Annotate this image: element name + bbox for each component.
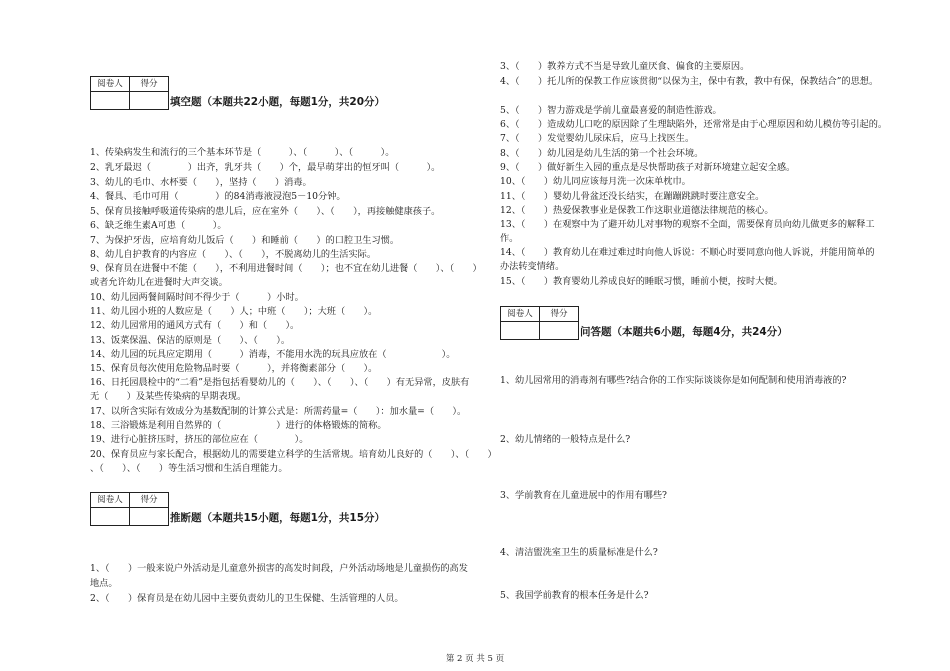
- score-cell: [130, 92, 169, 110]
- qa-title: 问答题（本题共6小题，每题4分，共24分）: [580, 326, 788, 338]
- fill-item: 15、保育员每次使用危险物品时要（ ），并将衡素部分（ ）。: [90, 363, 378, 374]
- qa-item: 1、幼儿园常用的消毒剂有哪些?结合你的工作实际谈谈你是如何配制和使用消毒液的?: [500, 375, 847, 386]
- judgment-item: 15、（ ）教育婴幼儿养成良好的睡眠习惯，睡前小便，按时大便。: [500, 276, 783, 287]
- fill-item: 、（ ）、（ ）等生活习惯和生活自理能力。: [90, 463, 288, 474]
- fill-item: 8、幼儿自护教育的内容应（ ）、（ ），不脱离幼儿的生活实际。: [90, 249, 377, 260]
- judgment-item: 3、（ ）教养方式不当是导致儿童厌食、偏食的主要原因。: [500, 61, 750, 72]
- fill-item: 或者允许幼儿在进餐时大声交谈。: [90, 277, 228, 288]
- fill-item: 13、饭菜保温、保洁的原则是（ ）、（ ）。: [90, 335, 291, 346]
- page-footer: 第 2 页 共 5 页: [445, 654, 505, 664]
- score-label: 得分: [130, 493, 169, 508]
- fill-item: 1、传染病发生和流行的三个基本环节是（ ）、（ ）、（ ）。: [90, 147, 395, 158]
- reviewer-label: 阅卷人: [91, 493, 130, 508]
- judgment-title: 推断题（本题共15小题，每题1分，共15分）: [170, 512, 386, 524]
- score-label: 得分: [130, 77, 169, 92]
- judgment-item: 7、（ ）发觉婴幼儿尿床后，应马上找医生。: [500, 133, 695, 144]
- fill-item: 17、以所含实际有效成分为基数配制的计算公式是：所需药量=（ ）：加水量=（ ）。: [90, 406, 467, 417]
- judgment-item: 6、（ ）造成幼儿口吃的原因除了生理缺陷外，还常常是由于心理原因和幼儿模仿等引起的。: [500, 119, 888, 130]
- fill-item: 18、三浴锻炼是利用自然界的（ ）进行的体格锻炼的简称。: [90, 420, 387, 431]
- judgment-item: 办法转变情绪。: [500, 261, 565, 272]
- judgment-item: 9、（ ）做好新生入园的重点是尽快帮助孩子对新环境建立起安全感。: [500, 162, 796, 173]
- reviewer-label: 阅卷人: [91, 77, 130, 92]
- fill-item: 20、保育员应与家长配合，根据幼儿的需要建立科学的生活常规。培育幼儿良好的（ ）、（ ）: [90, 449, 497, 460]
- judgment-item: 13、（ ）在观察中为了避开幼儿对事物的观察不全面，需要保育员向幼儿做更多的解释工: [500, 219, 875, 230]
- fill-item: 14、幼儿园的玩具应定期用（ ）消毒，不能用水洗的玩具应放在（ ）。: [90, 349, 456, 360]
- fill-item: 5、保育员接触呼吸道传染病的患儿后，应在室外（ ）、（ ），再接触健康孩子。: [90, 206, 441, 217]
- qa-item: 3、学前教育在儿童进展中的作用有哪些?: [500, 490, 667, 501]
- judgment-item: 地点。: [90, 578, 118, 589]
- reviewer-cell: [501, 322, 540, 340]
- score-cell: [130, 508, 169, 526]
- judgment-item: 12、（ ）热爱保教事业是保教工作这职业道德法律规范的核心。: [500, 205, 774, 216]
- fill-item: 7、为保护牙齿，应培育幼儿饭后（ ）和睡前（ ）的口腔卫生习惯。: [90, 235, 400, 246]
- fill-item: 无（ ）及某些传染病的早期表现。: [90, 391, 247, 402]
- judgment-item: 作。: [500, 233, 519, 244]
- fill-item: 9、保育员在进餐中不能（ ），不利用进餐时间（ ）；也不宜在幼儿进餐（ ）、（ ）: [90, 263, 482, 274]
- qa-item: 5、我国学前教育的根本任务是什么?: [500, 590, 649, 601]
- fill-item: 4、餐具、毛巾可用（ ）的84消毒液浸泡5－10分钟。: [90, 191, 346, 202]
- judgment-item: 1、（ ）一般来说户外活动是儿童意外损害的高发时间段，户外活动场地是儿童损伤的高发: [90, 563, 468, 574]
- judgment-item: 11、（ ）婴幼儿骨盆还没长结实，在蹦蹦跳跳时要注意安全。: [500, 191, 765, 202]
- reviewer-label: 阅卷人: [501, 307, 540, 322]
- score-table: [500, 306, 579, 340]
- fill-item: 6、缺乏维生素A可患（ ）。: [90, 220, 227, 231]
- score-label: 得分: [540, 307, 579, 322]
- fill-blank-title: 填空题（本题共22小题，每题1分，共20分）: [170, 96, 386, 108]
- reviewer-cell: [91, 92, 130, 110]
- qa-item: 2、幼儿情绪的一般特点是什么?: [500, 434, 631, 445]
- fill-item: 10、幼儿园两餐间隔时间不得少于（ ）小时。: [90, 292, 304, 303]
- judgment-item: 4、（ ）托儿所的保教工作应该贯彻“以保为主，保中有教，教中有保，保教结合”的思想。: [500, 76, 879, 87]
- judgment-item: 10、（ ）幼儿同应该每月洗一次床单枕巾。: [500, 176, 691, 187]
- fill-item: 11、幼儿园小班的人数应是（ ）人；中班（ ）；大班（ ）。: [90, 306, 378, 317]
- judgment-item: 2、（ ）保育员是在幼儿园中主要负责幼儿的卫生保健、生活管理的人员。: [90, 593, 404, 604]
- score-table: [90, 76, 169, 110]
- fill-item: 16、日托园晨检中的“二看”是指包括看婴幼儿的（ ）、（ ）、（ ）有无异常，皮肤有: [90, 377, 470, 388]
- score-cell: [540, 322, 579, 340]
- fill-item: 19、进行心脏挤压时，挤压的部位应在（ ）。: [90, 434, 309, 445]
- judgment-item: 5、（ ）智力游戏是学前儿童最喜爱的制造性游戏。: [500, 105, 722, 116]
- judgment-item: 14、（ ）教育幼儿在难过难过时向他人诉说：不顺心时要同意向他人诉说，并能用简单的: [500, 247, 875, 258]
- reviewer-cell: [91, 508, 130, 526]
- score-table: [90, 492, 169, 526]
- fill-item: 3、幼儿的毛巾、水杯要（ ），坚持（ ）消毒。: [90, 177, 312, 188]
- fill-item: 2、乳牙最迟（ ）出齐，乳牙共（ ）个，最早萌芽出的恒牙叫（ ）。: [90, 162, 441, 173]
- fill-item: 12、幼儿园常用的通风方式有（ ）和（ ）。: [90, 320, 300, 331]
- judgment-item: 8、（ ）幼儿园是幼儿生活的第一个社会环境。: [500, 148, 704, 159]
- qa-item: 4、清洁盥洗室卫生的质量标准是什么?: [500, 547, 658, 558]
